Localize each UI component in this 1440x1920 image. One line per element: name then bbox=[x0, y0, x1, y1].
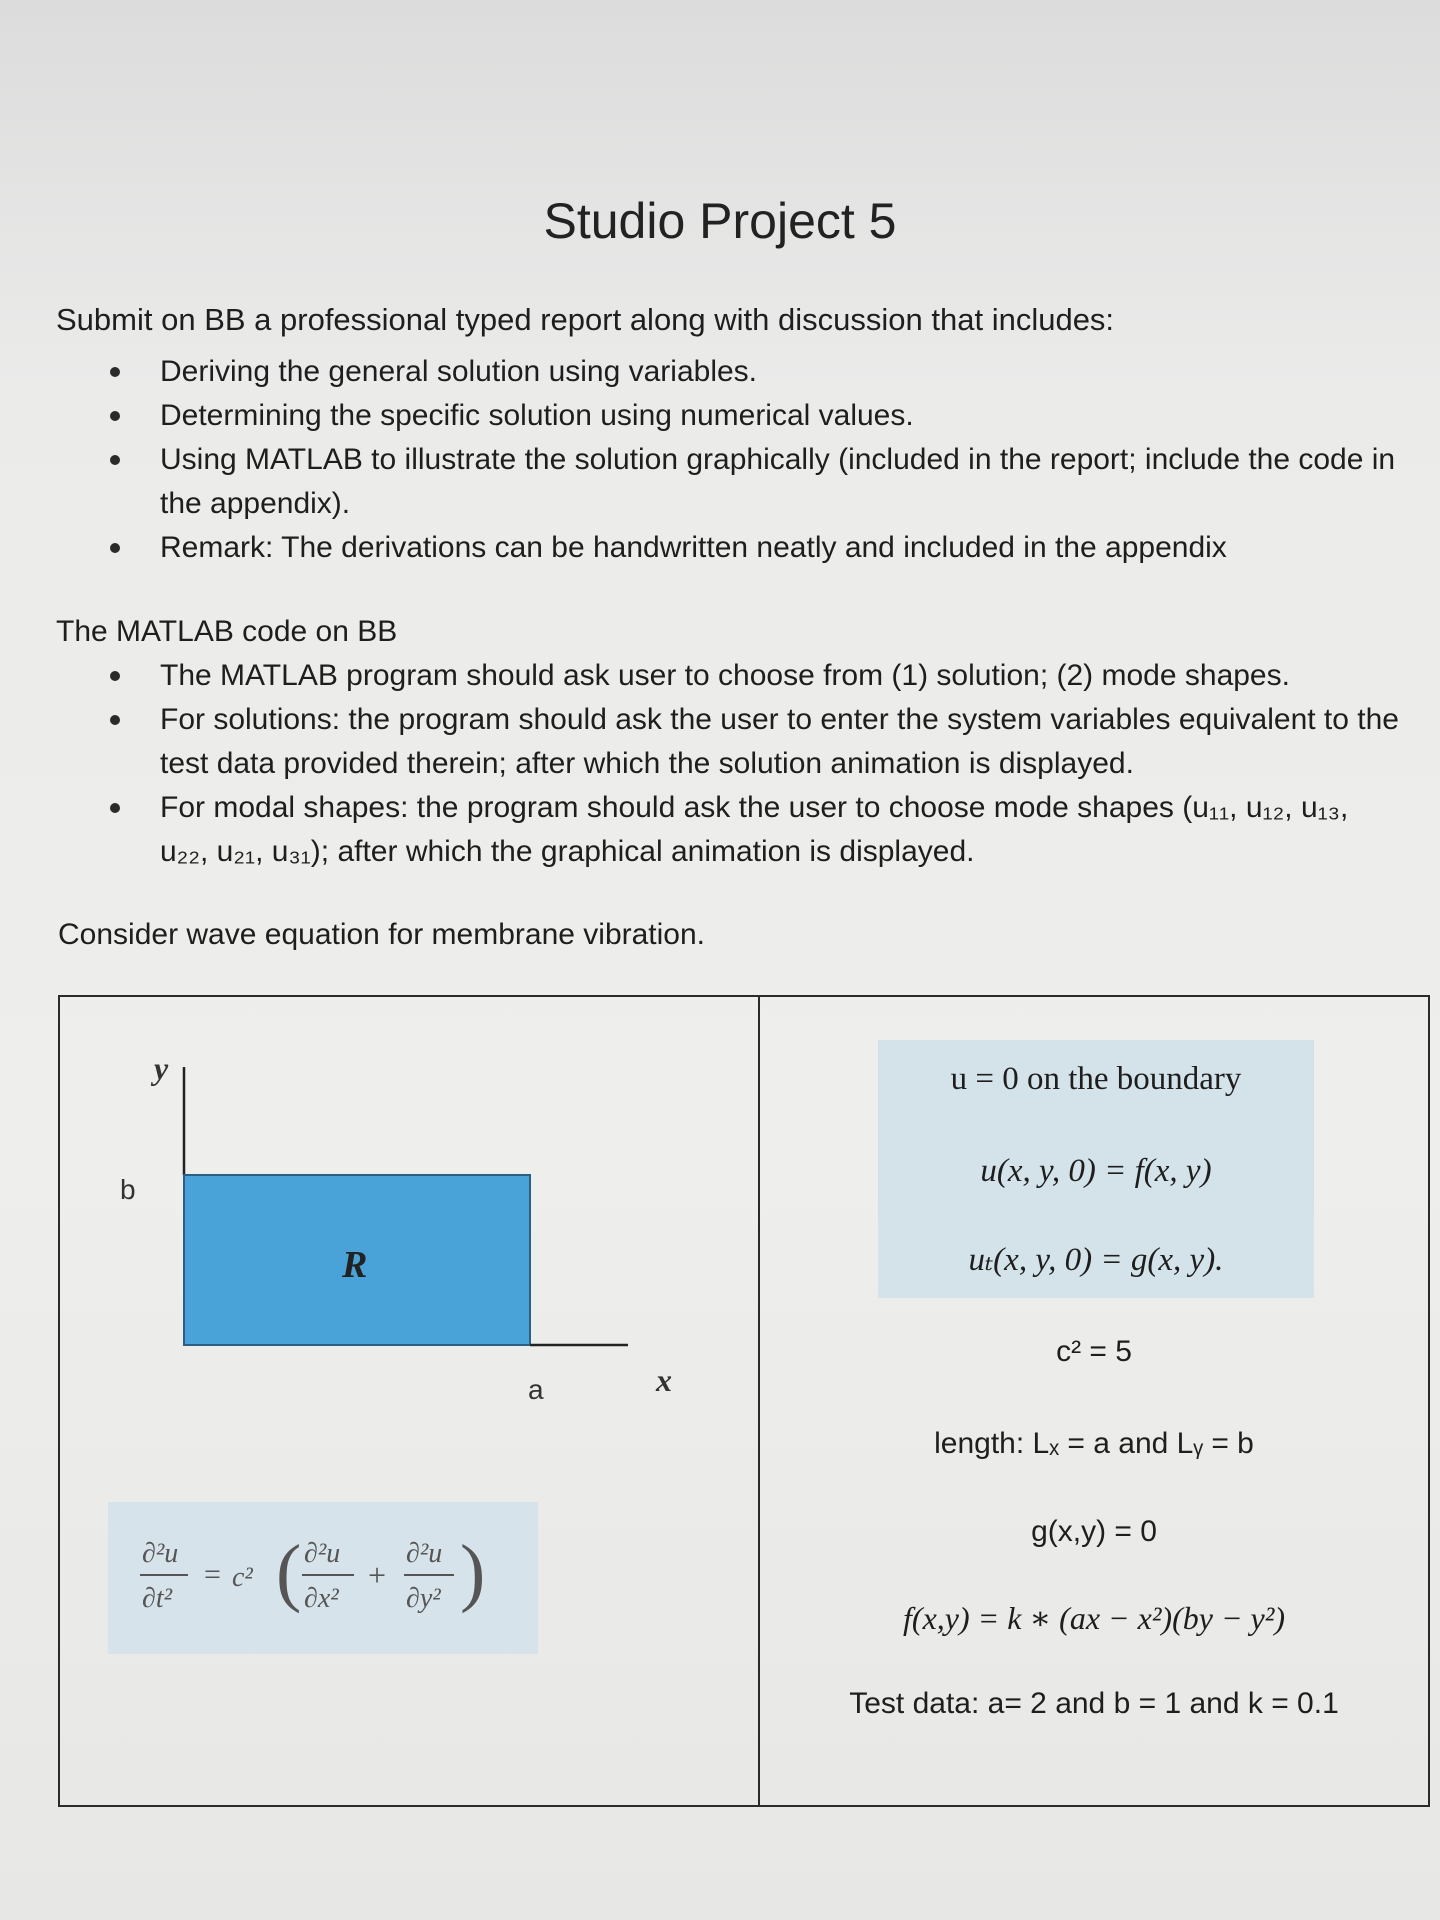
term1-denominator: ∂x² bbox=[304, 1583, 339, 1614]
left-paren: ( bbox=[276, 1530, 302, 1614]
x-axis-label: x bbox=[656, 1362, 672, 1398]
lhs-numerator: ∂²u bbox=[142, 1538, 179, 1569]
bullet-icon bbox=[110, 367, 120, 377]
membrane-diagram bbox=[60, 997, 758, 1805]
right-paren: ) bbox=[460, 1530, 486, 1614]
wave-speed-coef: c² bbox=[232, 1562, 253, 1593]
y-axis-label: y bbox=[154, 1050, 169, 1086]
column-divider bbox=[758, 997, 760, 1805]
bullet-icon bbox=[110, 543, 120, 553]
list-item: Using MATLAB to illustrate the solution graphically (included in the report; include the code in the appendix). bbox=[100, 438, 1400, 526]
problem-table bbox=[58, 995, 1430, 1807]
list-item: For solutions: the program should ask the user to enter the system variables equivalent to the test data provided therein; after which the solution animation is displayed. bbox=[100, 698, 1400, 786]
initial-displacement: u(x, y, 0) = f(x, y) bbox=[980, 1153, 1212, 1189]
list-item: The MATLAB program should ask user to choose from (1) solution; (2) mode shapes. bbox=[100, 654, 1400, 698]
test-data: Test data: a= 2 and b = 1 and k = 0.1 bbox=[849, 1687, 1339, 1720]
intro-text: Submit on BB a professional typed report along with discussion that includes: bbox=[56, 302, 1115, 337]
report-requirements-list bbox=[100, 350, 1400, 570]
matlab-requirements-list bbox=[100, 654, 1400, 874]
list-item: Remark: The derivations can be handwritten neatly and included in the appendix bbox=[100, 526, 1400, 570]
f-function: f(x,y) = k ∗ (ax − x²)(by − y²) bbox=[903, 1600, 1285, 1636]
matlab-heading: The MATLAB code on BB bbox=[56, 615, 398, 648]
list-item: Determining the specific solution using numerical values. bbox=[100, 394, 1400, 438]
initial-velocity: uₜ(x, y, 0) = g(x, y). bbox=[968, 1242, 1224, 1278]
bullet-icon bbox=[110, 455, 120, 465]
b-label: b bbox=[120, 1174, 136, 1205]
list-item: Deriving the general solution using variables. bbox=[100, 350, 1400, 394]
bullet-icon bbox=[110, 803, 120, 813]
wave-equation bbox=[108, 1502, 538, 1654]
bullet-icon bbox=[110, 671, 120, 681]
plus-sign: + bbox=[368, 1557, 387, 1593]
list-item: For modal shapes: the program should ask the user to choose mode shapes (u₁₁, u₁₂, u₁₃, u₂₂, u₂₁, u₃₁); after which the graphical animation is displayed. bbox=[100, 786, 1400, 874]
length-definition: length: Lₓ = a and Lᵧ = b bbox=[934, 1427, 1254, 1460]
lhs-denominator: ∂t² bbox=[142, 1583, 173, 1614]
consider-text: Consider wave equation for membrane vibration. bbox=[58, 918, 706, 951]
term2-numerator: ∂²u bbox=[406, 1538, 443, 1569]
equals-sign: = bbox=[204, 1558, 221, 1591]
bullet-icon bbox=[110, 411, 120, 421]
page-title: Studio Project 5 bbox=[543, 193, 897, 249]
bullet-icon bbox=[110, 715, 120, 725]
g-function: g(x,y) = 0 bbox=[1031, 1515, 1157, 1548]
term1-numerator: ∂²u bbox=[304, 1538, 341, 1569]
term2-denominator: ∂y² bbox=[406, 1583, 441, 1614]
wave-speed-value: c² = 5 bbox=[1056, 1335, 1132, 1368]
region-label: R bbox=[342, 1244, 368, 1286]
a-label: a bbox=[528, 1374, 544, 1405]
boundary-condition: u = 0 on the boundary bbox=[950, 1061, 1242, 1097]
